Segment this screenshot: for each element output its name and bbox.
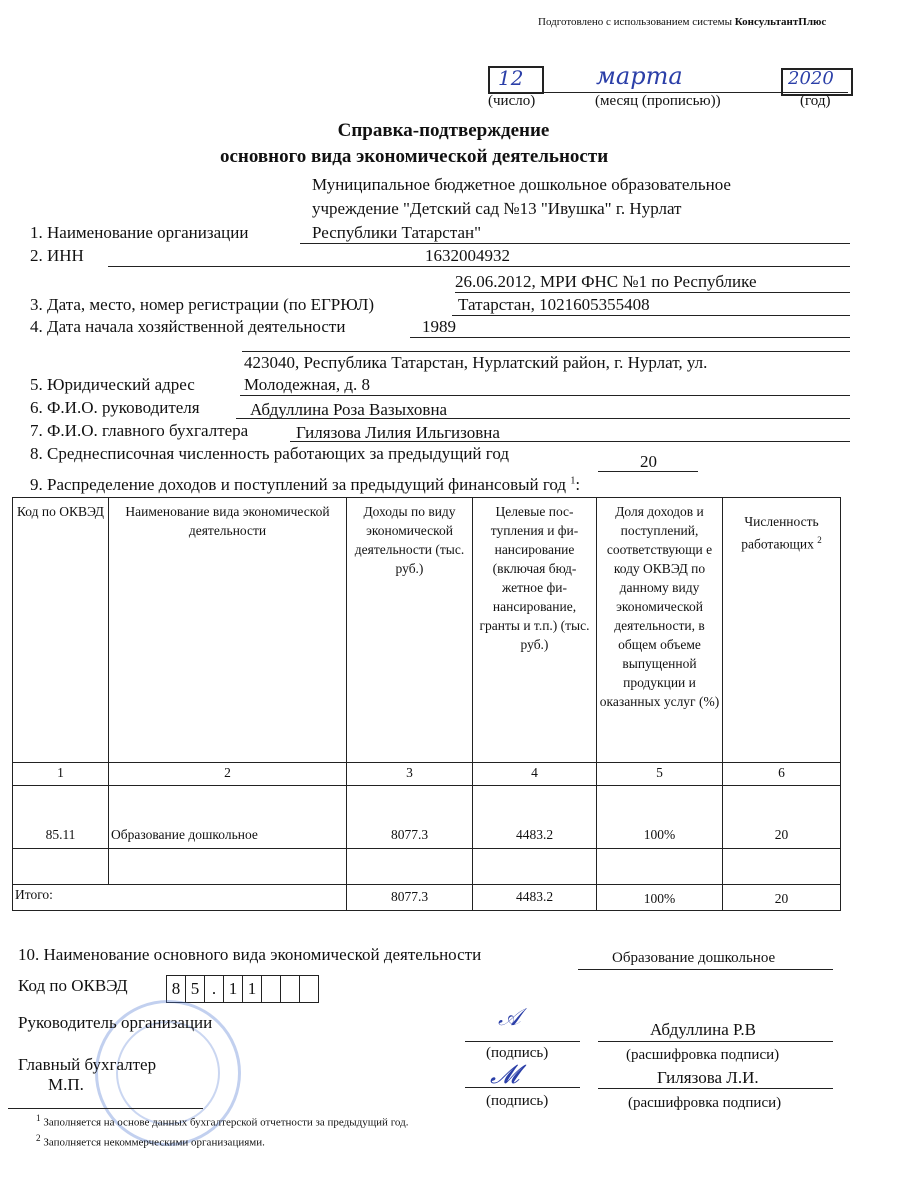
total-label: Итого: [13, 885, 347, 911]
address-label: 5. Юридический адрес [30, 375, 195, 394]
total-income: 8077.3 [347, 885, 473, 911]
accountant-signature: 𝓜 [490, 1060, 520, 1090]
decode-caption: (расшифровка подписи) [628, 1095, 782, 1111]
year-value: 2020 [788, 68, 834, 89]
col-header-okved: Код по ОКВЭД [13, 498, 109, 763]
address-line2: Молодежная, д. 8 [244, 375, 371, 394]
table-empty-row [13, 849, 841, 885]
table-total-row [13, 885, 841, 911]
stamp-place-label: М.П. [48, 1075, 84, 1094]
org-label: 1. Наименование организации [30, 223, 249, 242]
col-number: 6 [723, 763, 841, 786]
reg-line1: 26.06.2012, МРИ ФНС №1 по Республике [455, 272, 757, 291]
okved-code-label: Код по ОКВЭД [18, 976, 128, 995]
distribution-label: 9. Распределение доходов и поступлений за предыдущий финансовый год $^1$: [30, 475, 581, 494]
col-number: 4 [473, 763, 597, 786]
staff-label: 8. Среднесписочная численность работающих за предыдущий год [30, 444, 509, 463]
col-header-activity: Наименование вида экономической деятельности [109, 498, 347, 763]
col-header-share: Доля доходов и поступлений, соответствующи е коду ОКВЭД по данному виду экономической деятельности, в общем объеме выпущенной продукции и оказанных услуг (%) [597, 498, 723, 763]
main-activity-value: Образование дошкольное [612, 950, 776, 966]
cell-targeted: 4483.2 [473, 786, 597, 849]
total-targeted: 4483.2 [473, 885, 597, 911]
col-number: 1 [13, 763, 109, 786]
accountant-name: Гилязова Л.И. [657, 1068, 759, 1087]
table-header-row [13, 498, 841, 763]
head-sign-label: Руководитель организации [18, 1013, 213, 1032]
table-number-row [13, 763, 841, 786]
cell-income: 8077.3 [347, 786, 473, 849]
address-line1: 423040, Республика Татарстан, Нурлатский район, г. Нурлат, ул. [244, 353, 708, 372]
col-header-income: Доходы по виду экономической деятельности (тыс. руб.) [347, 498, 473, 763]
okved-code-boxes: 8 5 . 1 1 [167, 975, 319, 1003]
col-header-staff: Численность работающих $^2$ [723, 498, 841, 763]
accountant-value: Гилязова Лилия Ильгизовна [296, 423, 500, 442]
main-activity-label: 10. Наименование основного вида экономической деятельности [18, 945, 482, 964]
day-value: 12 [498, 66, 524, 90]
title-line1: Справка-подтверждение [337, 120, 550, 141]
month-label: (месяц (прописью)) [595, 93, 721, 109]
sign-caption: (подпись) [486, 1093, 549, 1109]
table-row [13, 786, 841, 849]
day-label: (число) [488, 93, 536, 109]
col-number: 5 [597, 763, 723, 786]
head-value: Абдуллина Роза Вазыховна [250, 400, 448, 419]
start-label: 4. Дата начала хозяйственной деятельности [30, 317, 346, 336]
cell-staff: 20 [723, 786, 841, 849]
col-header-targeted: Целевые пос-тупления и фи-нансирование (включая бюд-жетное фи-нансирование, гранты и т.п.) (тыс. руб.) [473, 498, 597, 763]
start-value: 1989 [422, 317, 456, 336]
reg-label: 3. Дата, место, номер регистрации (по ЕГРЮЛ) [30, 295, 375, 314]
inn-value: 1632004932 [425, 246, 510, 265]
footnote-1: $^1$ Заполняется на основе данных бухгалтерской отчетности за предыдущий год. [36, 1113, 409, 1129]
staff-value: 20 [640, 452, 657, 471]
head-signature: 𝒜 [498, 1003, 521, 1031]
reg-line2: Татарстан, 1021605355408 [458, 295, 650, 314]
col-number: 3 [347, 763, 473, 786]
total-staff: 20 [723, 885, 841, 911]
org-name-line3: Республики Татарстан" [312, 223, 482, 242]
cell-okved: 85.11 [13, 786, 109, 849]
org-name-line2: учреждение "Детский сад №13 "Ивушка" г. Нурлат [312, 199, 682, 218]
sign-caption: (подпись) [486, 1045, 549, 1061]
head-label: 6. Ф.И.О. руководителя [30, 398, 200, 417]
footnote-2: $^2$ Заполняется некоммерческими организациями. [36, 1133, 265, 1149]
prepared-note: Подготовлено с использованием системы КонсультантПлюс [538, 16, 827, 28]
month-value: марта [596, 62, 683, 90]
inn-label: 2. ИНН [30, 246, 84, 265]
cell-activity: Образование дошкольное [109, 786, 347, 849]
accountant-label: 7. Ф.И.О. главного бухгалтера [30, 421, 249, 440]
head-name: Абдуллина Р.В [650, 1020, 756, 1039]
income-table [12, 497, 841, 911]
total-share: 100% [597, 885, 723, 911]
year-label: (год) [800, 93, 831, 109]
accountant-sign-label: Главный бухгалтер [18, 1055, 157, 1074]
title-line2: основного вида экономической деятельности [220, 146, 609, 167]
cell-share: 100% [597, 786, 723, 849]
decode-caption: (расшифровка подписи) [626, 1047, 780, 1063]
org-name-line1: Муниципальное бюджетное дошкольное образовательное [312, 175, 731, 194]
col-number: 2 [109, 763, 347, 786]
